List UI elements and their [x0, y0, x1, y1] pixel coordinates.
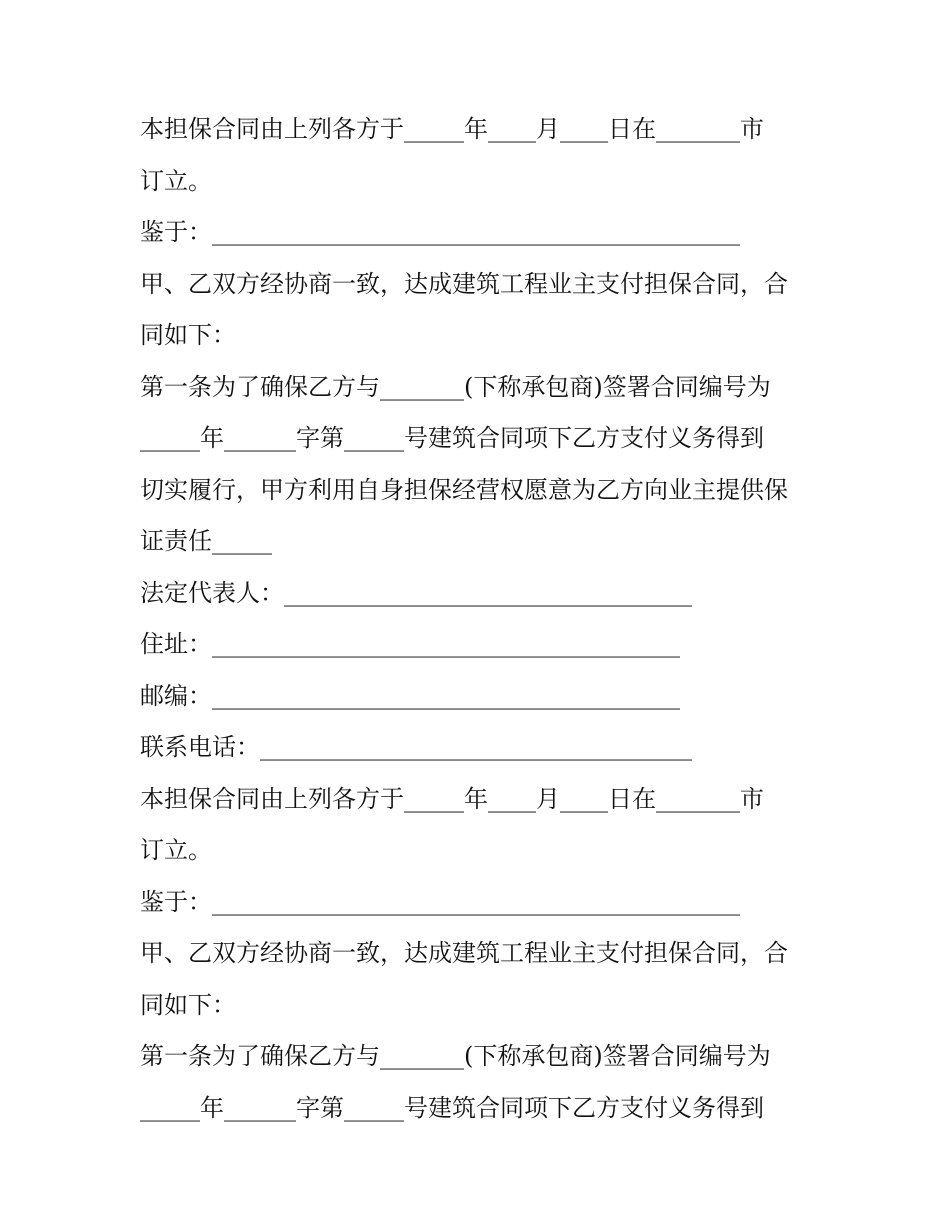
text-line: 本担保合同由上列各方于_____年____月____日在_______市 — [140, 784, 764, 813]
text-line: 同如下： — [140, 990, 236, 1019]
text-line: 切实履行，甲方利用自身担保经营权愿意为乙方向业主提供保 — [140, 475, 788, 504]
text-line: 订立。 — [140, 166, 212, 195]
text-line: 同如下： — [140, 321, 236, 349]
text-line: 甲、乙双方经协商一致，达成建筑工程业主支付担保合同，合 — [140, 939, 788, 967]
text-line: 联系电话：____________________________________ — [140, 733, 692, 761]
text-line: 住址：_______________________________________ — [140, 630, 680, 658]
text-line: 第一条为了确保乙方与_______(下称承包商)签署合同编号为 — [140, 1042, 771, 1070]
text-line: 本担保合同由上列各方于_____年____月____日在_______市 — [140, 115, 764, 143]
text-line: 甲、乙双方经协商一致，达成建筑工程业主支付担保合同，合 — [140, 269, 788, 298]
text-line: 第一条为了确保乙方与_______(下称承包商)签署合同编号为 — [140, 372, 771, 401]
text-line: 订立。 — [140, 836, 212, 864]
text-line: 鉴于：____________________________________________ — [140, 887, 740, 916]
text-line: _____年______字第_____号建筑合同项下乙方支付义务得到 — [140, 1093, 764, 1122]
document-body — [140, 104, 820, 1134]
text-line: 证责任_____ — [140, 527, 272, 555]
text-line: 邮编：_______________________________________ — [140, 681, 680, 710]
text-line: 法定代表人：__________________________________ — [140, 578, 692, 607]
text-line: 鉴于：____________________________________________ — [140, 218, 740, 246]
text-line: _____年______字第_____号建筑合同项下乙方支付义务得到 — [140, 424, 764, 452]
